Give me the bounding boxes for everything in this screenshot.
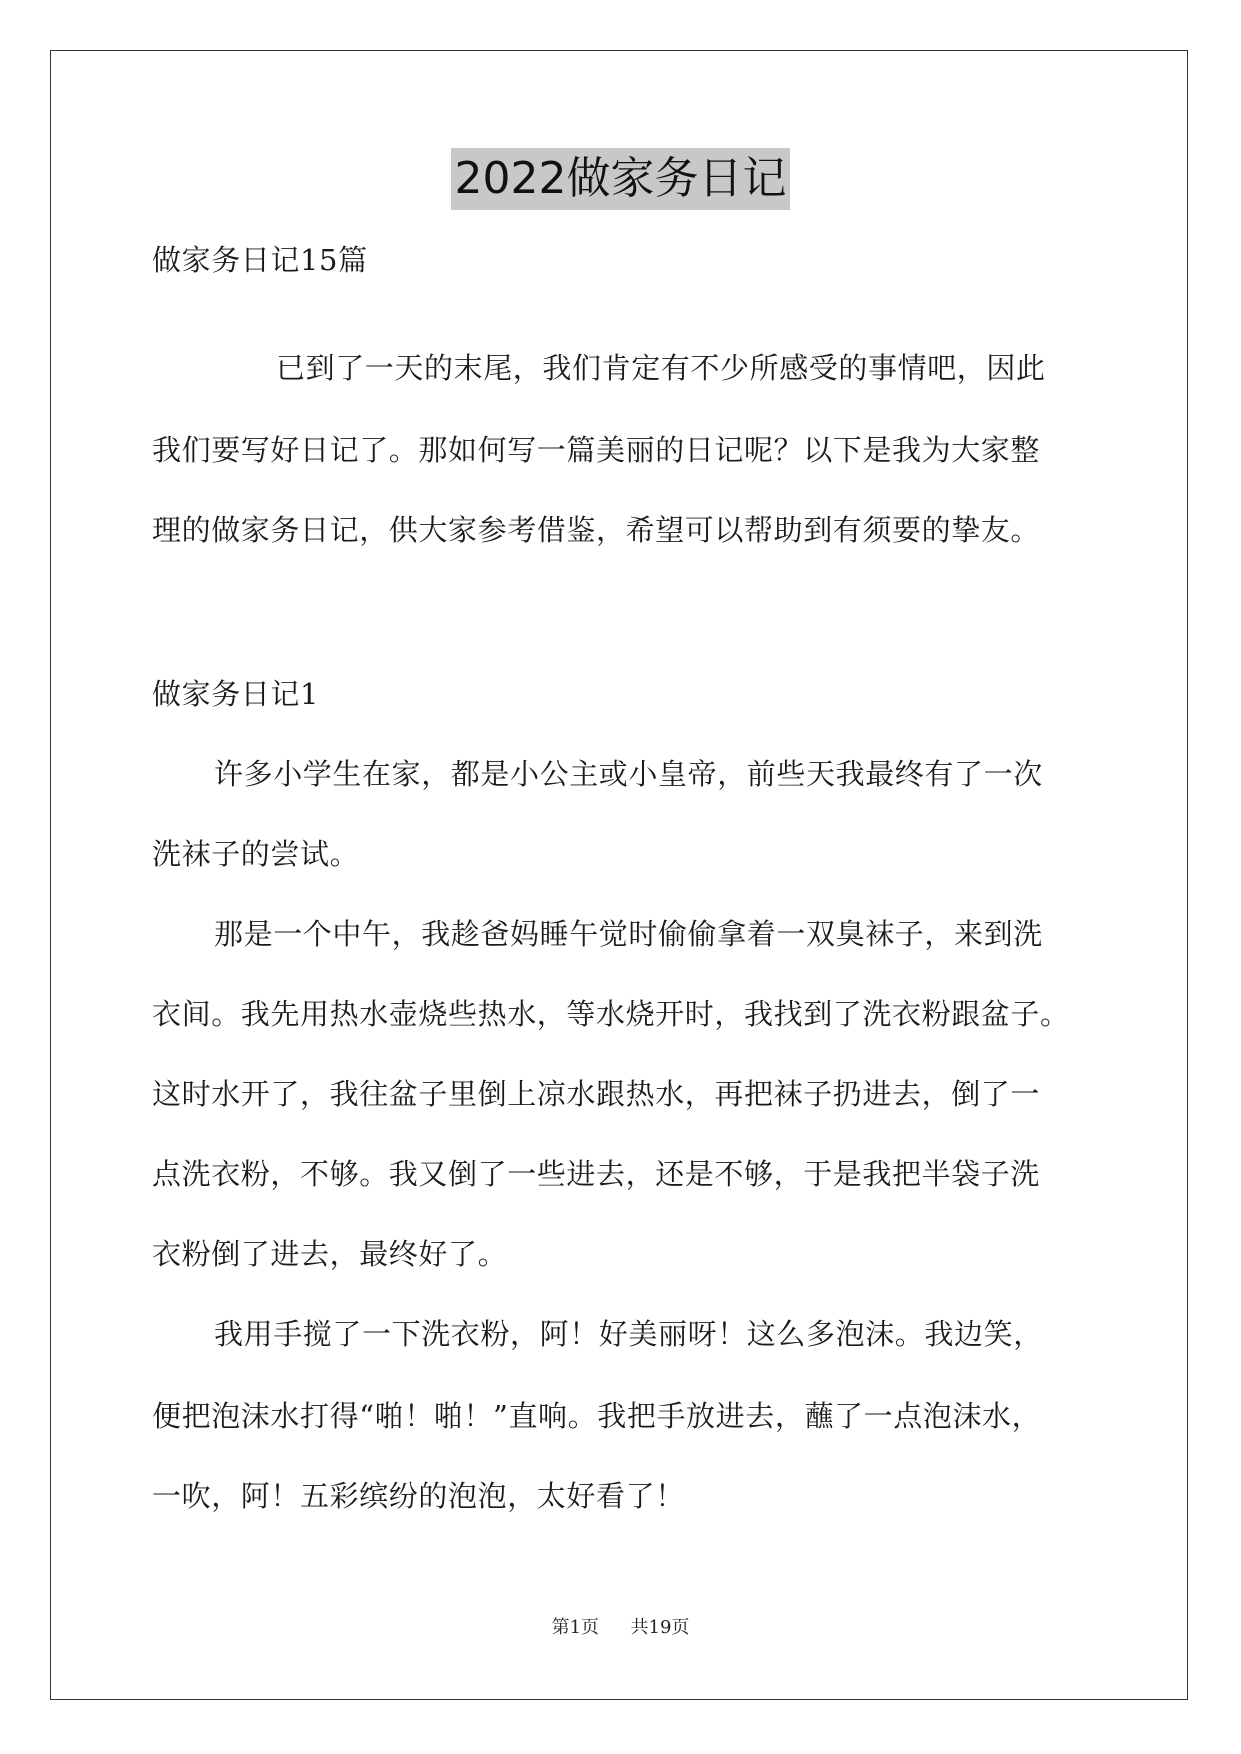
document-title: 2022做家务日记 xyxy=(451,148,791,210)
paragraph-line: 理的做家务日记，供大家参考借鉴，希望可以帮助到有须要的挚友。 xyxy=(152,513,1041,547)
paragraph-line: 我用手搅了一下洗衣粉，阿！好美丽呀！这么多泡沫。我边笑， xyxy=(214,1317,1043,1351)
title-container xyxy=(0,148,1241,210)
paragraph-line: 一吹，阿！五彩缤纷的泡泡，太好看了！ xyxy=(152,1479,685,1513)
paragraph-line: 点洗衣粉，不够。我又倒了一些进去，还是不够，于是我把半袋子洗 xyxy=(152,1157,1041,1191)
paragraph-line: 便把泡沫水打得“啪！啪！”直响。我把手放进去，蘸了一点泡沫水， xyxy=(152,1399,1042,1433)
section-heading: 做家务日记1 xyxy=(152,677,320,711)
page-border xyxy=(50,50,1188,1700)
subtitle-line: 做家务日记15篇 xyxy=(152,243,368,277)
paragraph-line: 已到了一天的末尾，我们肯定有不少所感受的事情吧，因此 xyxy=(276,351,1046,385)
page-number: 第1页 xyxy=(551,1617,600,1638)
page-total: 共19页 xyxy=(630,1617,690,1638)
paragraph-line: 衣粉倒了进去，最终好了。 xyxy=(152,1237,508,1271)
paragraph-line: 这时水开了，我往盆子里倒上凉水跟热水，再把袜子扔进去，倒了一 xyxy=(152,1077,1041,1111)
paragraph-line: 洗袜子的尝试。 xyxy=(152,837,360,871)
paragraph-line: 那是一个中午，我趁爸妈睡午觉时偷偷拿着一双臭袜子，来到洗 xyxy=(214,917,1043,951)
page-footer xyxy=(0,1616,1241,1640)
paragraph-line: 我们要写好日记了。那如何写一篇美丽的日记呢？以下是我为大家整 xyxy=(152,433,1041,467)
paragraph-line: 许多小学生在家，都是小公主或小皇帝，前些天我最终有了一次 xyxy=(214,757,1043,791)
paragraph-line: 衣间。我先用热水壶烧些热水，等水烧开时，我找到了洗衣粉跟盆子。 xyxy=(152,997,1070,1031)
